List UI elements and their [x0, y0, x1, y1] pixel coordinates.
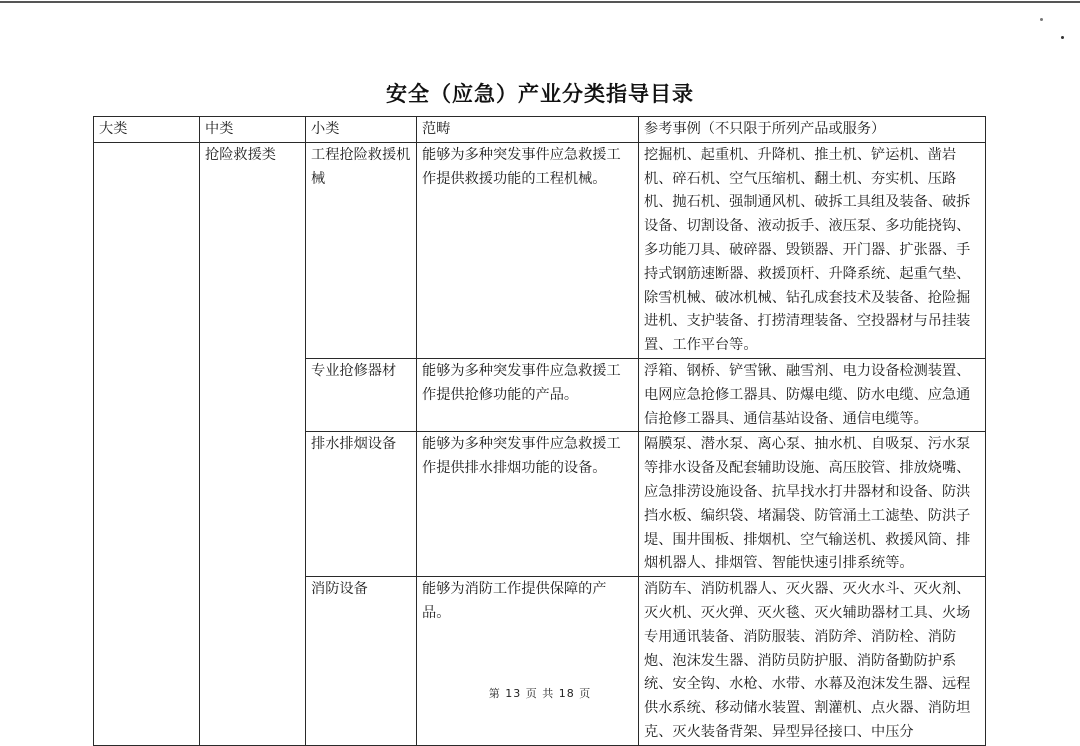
document-title: 安全（应急）产业分类指导目录: [386, 82, 694, 106]
middle-category-cell: 抢险救援类: [200, 142, 306, 745]
scope-cell: 能够为消防工作提供保障的产品。: [417, 577, 639, 746]
header-examples: 参考事例（不只限于所列产品或服务）: [639, 117, 986, 143]
minor-category-cell: 专业抢修器材: [306, 358, 417, 431]
examples-cell: 隔膜泵、潜水泵、离心泵、抽水机、自吸泵、污水泵等排水设备及配套辅助设施、高压胶管、排放烧嘴、应急排涝设施设备、抗旱找水打井器材和设备、防洪挡水板、编织袋、堵漏袋、防管涌土工滤垫、防洪子堤、围井围板、排烟机、空气输送机、救援风筒、排烟机器人、排烟管、智能快速引排系统等。: [639, 432, 986, 577]
table-row: [94, 142, 986, 358]
header-minor-category: 小类: [306, 117, 417, 143]
minor-category-cell: 排水排烟设备: [306, 432, 417, 577]
examples-cell: 消防车、消防机器人、灭火器、灭火水斗、灭火剂、灭火机、灭火弹、灭火毯、灭火辅助器材工具、火场专用通讯装备、消防服装、消防斧、消防栓、消防炮、泡沫发生器、消防员防护服、消防备勤防护系统、安全钩、水枪、水带、水幕及泡沫发生器、远程供水系统、移动储水装置、割灌机、点火器、消防坦克、灭火装备背架、异型异径接口、中压分: [639, 577, 986, 746]
minor-category-cell: 消防设备: [306, 577, 417, 746]
scope-cell: 能够为多种突发事件应急救援工作提供排水排烟功能的设备。: [417, 432, 639, 577]
scope-cell: 能够为多种突发事件应急救援工作提供抢修功能的产品。: [417, 358, 639, 431]
scan-speck: [1040, 18, 1043, 21]
scan-top-edge: [0, 1, 1080, 3]
major-category-cell: [94, 142, 200, 745]
classification-table: [93, 116, 986, 746]
examples-cell: 浮箱、钢桥、铲雪锹、融雪剂、电力设备检测装置、电网应急抢修工器具、防爆电缆、防水电缆、应急通信抢修工器具、通信基站设备、通信电缆等。: [639, 358, 986, 431]
header-scope: 范畴: [417, 117, 639, 143]
scope-cell: 能够为多种突发事件应急救援工作提供救援功能的工程机械。: [417, 142, 639, 358]
minor-category-cell: 工程抢险救援机械: [306, 142, 417, 358]
scan-speck: [1061, 36, 1064, 39]
examples-cell: 挖掘机、起重机、升降机、推土机、铲运机、凿岩机、碎石机、空气压缩机、翻土机、夯实机、压路机、抛石机、强制通风机、破拆工具组及装备、破拆设备、切割设备、液动扳手、液压泵、多功能挠钩、多功能刀具、破碎器、毁锁器、开门器、扩张器、手持式钢筋速断器、救援顶杆、升降系统、起重气垫、除雪机械、破冰机械、钻孔成套技术及装备、抢险掘进机、支护装备、打捞清理装备、空投器材与吊挂装置、工作平台等。: [639, 142, 986, 358]
header-middle-category: 中类: [200, 117, 306, 143]
header-major-category: 大类: [94, 117, 200, 143]
table-header-row: [94, 117, 986, 143]
page-number-footer: 第 13 页 共 18 页: [488, 687, 592, 700]
